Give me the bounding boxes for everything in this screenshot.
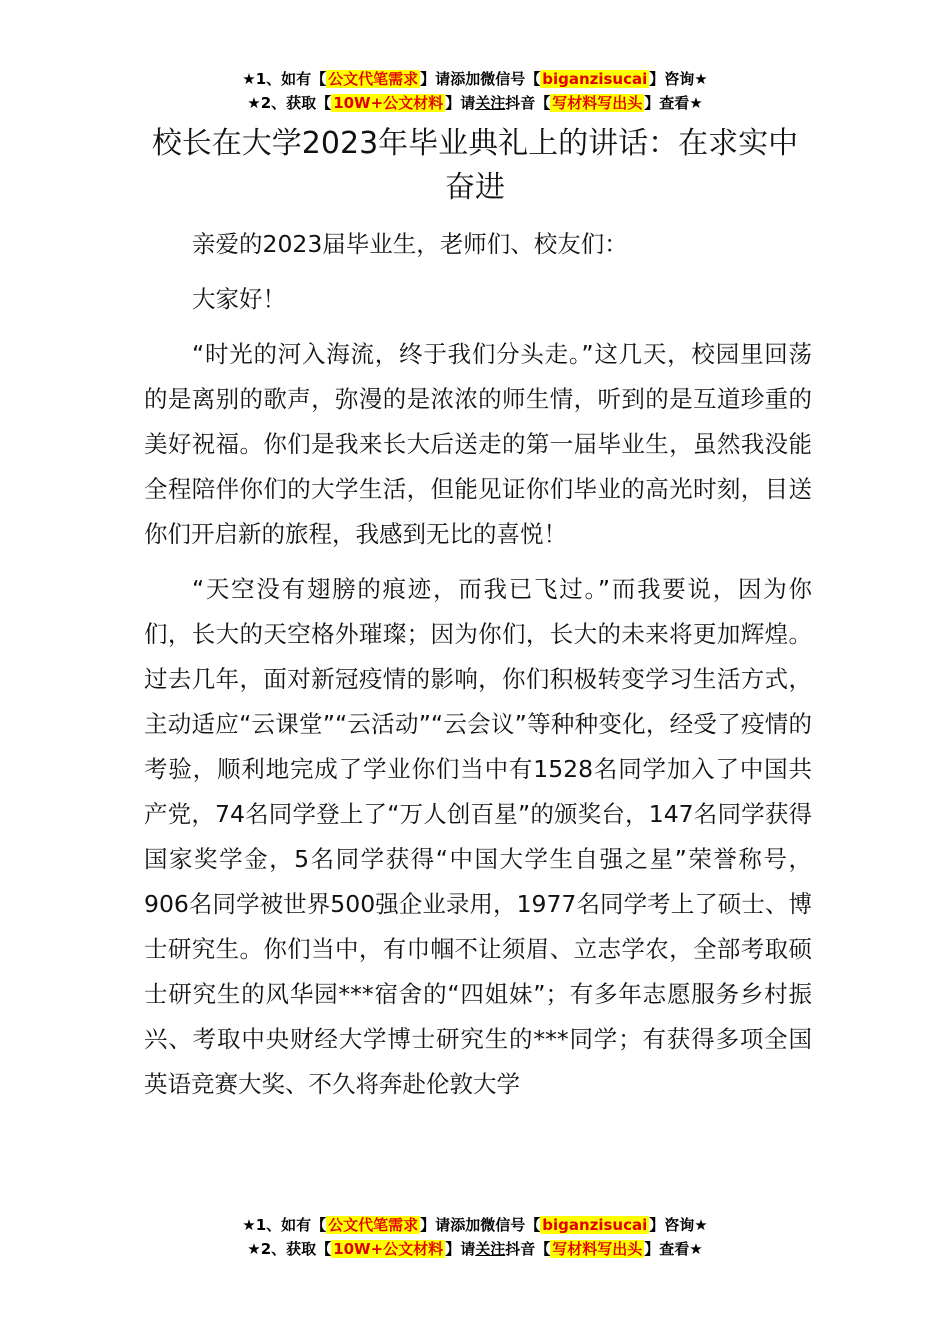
greeting-paragraph: 亲爱的2023届毕业生，老师们、校友们：	[192, 230, 628, 258]
banner-line-2	[0, 1237, 950, 1261]
banner-text: 】请	[420, 1216, 451, 1234]
banner-line-1	[0, 67, 950, 91]
banner-line-2	[0, 91, 950, 115]
document-body	[144, 222, 812, 1117]
document-title: 校长在大学2023年毕业典礼上的讲话：在求实中奋进	[151, 126, 799, 205]
banner-line-1	[0, 1213, 950, 1237]
body-paragraph: “天空没有翅膀的痕迹，而我已飞过。”而我要说，因为你们，长大的天空格外璀璨；因为你们，长大的未来将更加辉煌。过去几年，面对新冠疫情的影响，你们积极转变学习生活方式，主动适应“云课堂”“云活动”“云会议”等种种变化，经受了疫情的考验，顺利地完成了学业你们当中有1528名同学加入了中国共产党，74名同学登上了“万人创百星”的颁奖台，147名同学获得国家奖学金，5名同学获得“中国大学生自强之星”荣誉称号，906名同学被世界500强企业录用，1977名同学考上了硕士、博士研究生。你们当中，有巾帼不让须眉、立志学农，全部考取硕士研究生的风华园***宿舍的“四姐妹”；有多年志愿服务乡村振兴、考取中央财经大学博士研究生的***同学；有获得多项全国英语竞赛大奖、不久将奔赴伦敦大学	[144, 575, 812, 1098]
banner-emphasis: 关注	[475, 94, 506, 112]
banner-text: 】请	[445, 94, 476, 112]
banner-highlight: biganzisucai	[542, 1216, 648, 1234]
banner-emphasis: 添加	[450, 1216, 481, 1234]
banner-text: 】请	[420, 70, 451, 88]
banner-text: 】咨询★	[649, 1216, 708, 1234]
banner-text: 】查看★	[644, 1240, 703, 1258]
top-promo-banner	[0, 67, 950, 115]
banner-text: 微信号【	[480, 70, 541, 88]
banner-highlight: 写材料写出头	[552, 94, 643, 112]
banner-highlight: 公文代笔需求	[328, 70, 419, 88]
banner-text: 】请	[445, 1240, 476, 1258]
banner-text: ★2、获取【	[247, 1240, 332, 1258]
banner-highlight: 写材料写出头	[552, 1240, 643, 1258]
banner-text: 】查看★	[644, 94, 703, 112]
banner-emphasis: 添加	[450, 70, 481, 88]
banner-text: 抖音【	[505, 94, 551, 112]
banner-text: 抖音【	[505, 1240, 551, 1258]
banner-text: ★1、如有【	[242, 70, 327, 88]
bottom-promo-banner	[0, 1213, 950, 1261]
banner-emphasis: 关注	[475, 1240, 506, 1258]
banner-highlight: 10W+公文材料	[333, 94, 444, 112]
banner-text: 】咨询★	[649, 70, 708, 88]
banner-text: ★2、获取【	[247, 94, 332, 112]
banner-highlight: biganzisucai	[542, 70, 648, 88]
salutation-paragraph: 大家好！	[192, 285, 286, 313]
banner-text: 微信号【	[480, 1216, 541, 1234]
banner-text: ★1、如有【	[242, 1216, 327, 1234]
banner-highlight: 10W+公文材料	[333, 1240, 444, 1258]
banner-highlight: 公文代笔需求	[328, 1216, 419, 1234]
body-paragraph: “时光的河入海流，终于我们分头走。”这几天，校园里回荡的是离别的歌声，弥漫的是浓浓的师生情，听到的是互道珍重的美好祝福。你们是我来长大后送走的第一届毕业生，虽然我没能全程陪伴你们的大学生活，但能见证你们毕业的高光时刻，目送你们开启新的旅程，我感到无比的喜悦！	[144, 340, 812, 548]
